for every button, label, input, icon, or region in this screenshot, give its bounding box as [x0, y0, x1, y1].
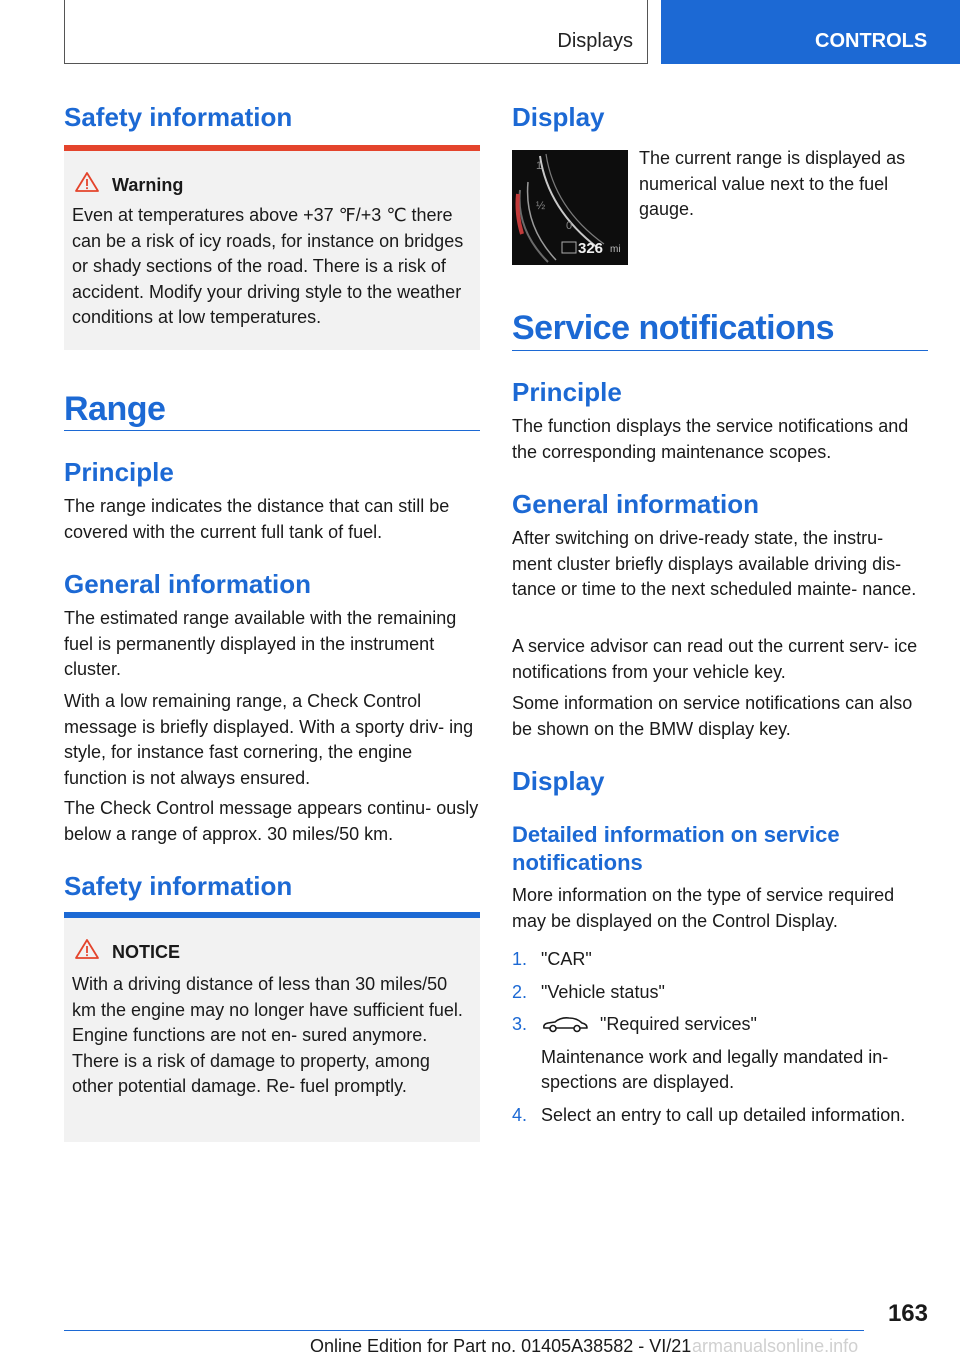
step-item: [512, 980, 928, 1006]
warning-body: Even at temperatures above +37 ℉/+3 ℃ there can be a risk of icy roads, for instance on bridges or shady sections of the road. There is a risk of accident. Modify your driving style to the weather conditions at low temperatures.: [72, 205, 464, 327]
header-section: Displays: [557, 30, 633, 52]
fuel-gauge-image: [512, 150, 628, 265]
service-rule: [512, 350, 928, 351]
gauge-range-unit: mi: [610, 244, 621, 255]
step-text: Select an entry to call up detailed information.: [541, 1104, 906, 1125]
gauge-range-value: 326: [578, 240, 604, 257]
service-general-heading: General information: [512, 489, 760, 519]
notice-title: NOTICE: [112, 942, 181, 962]
range-heading: Range: [64, 390, 166, 428]
step-text: "Vehicle status": [541, 981, 665, 1002]
step-text: "Required services": [600, 1014, 757, 1034]
service-display-heading: Display: [512, 766, 605, 796]
range-principle-heading: Principle: [64, 457, 174, 487]
warning-triangle-icon: [74, 938, 100, 960]
warning-bar: [64, 145, 480, 151]
step-text: "CAR": [541, 949, 592, 969]
footer-edition: Online Edition for Part no. 01405A38582 - VI/21: [310, 1336, 692, 1356]
range-rule: [64, 430, 480, 431]
range-general-p3: The Check Control message appears continu‐ ously below a range of approx. 30 miles/50 km.: [64, 798, 479, 844]
header-box: [64, 0, 648, 64]
gauge-half-label: ½: [536, 200, 546, 212]
step-item: [512, 947, 928, 973]
car-icon: [541, 1015, 589, 1033]
service-principle-heading: Principle: [512, 377, 622, 407]
range-general-p2: With a low remaining range, a Check Control message is briefly displayed. With a sporty driv‐ ing style, for instance fast cornering, the engine function is not always ensured.: [64, 691, 474, 788]
range-principle-text: The range indicates the distance that can still be covered with the current full tank of fuel.: [64, 496, 450, 542]
gauge-empty-label: 0: [566, 220, 573, 232]
safety-heading-1: Safety information: [64, 102, 293, 132]
display-text: The current range is displayed as numerical value next to the fuel gauge.: [639, 148, 906, 219]
display-heading: Display: [512, 102, 605, 132]
service-general-p1: After switching on drive-ready state, the instru‐ ment cluster briefly displays available driving dis‐ tance or time to the next scheduled mainte‐ nance.: [512, 528, 917, 599]
page-number: 163: [887, 1300, 928, 1327]
step-item: [512, 1012, 928, 1096]
range-general-p1: The estimated range available with the remaining fuel is permanently displayed in the instrument cluster.: [64, 608, 457, 679]
safety-heading-2: Safety information: [64, 871, 293, 901]
detail-text: More information on the type of service required may be displayed on the Control Display.: [512, 885, 895, 931]
step-number: 2.: [512, 981, 528, 1002]
step-number: 3.: [512, 1014, 528, 1034]
notice-box: [64, 912, 480, 1142]
header-chapter: CONTROLS: [661, 0, 960, 64]
notice-body: With a driving distance of less than 30 miles/50 km the engine may no longer have sufficient fuel. Engine functions are not en‐ sured anymore. There is a risk of damage to property, among other potential damage. Re‐ fuel promptly.: [72, 974, 463, 1096]
step-number: 4.: [512, 1104, 528, 1125]
warning-triangle-icon: [74, 171, 100, 193]
service-principle-text: The function displays the service notifications and the corresponding maintenance scopes.: [512, 416, 909, 462]
step-number: 1.: [512, 949, 528, 969]
steps-list: [512, 947, 928, 1135]
step-item: [512, 1103, 928, 1129]
warning-box: [64, 145, 480, 350]
warning-title: Warning: [112, 175, 184, 195]
service-general-p2: A service advisor can read out the current serv‐ ice notifications from your vehicle key.: [512, 636, 918, 682]
footer-rule: [64, 1330, 864, 1331]
detail-heading: Detailed information on service notifications: [512, 822, 840, 875]
notice-bar: [64, 912, 480, 918]
service-heading: Service notifications: [512, 309, 835, 347]
watermark-text: armanualsonline.info: [692, 1336, 859, 1356]
step-subtext: Maintenance work and legally mandated in‐ spections are displayed.: [541, 1046, 889, 1092]
service-general-p3: Some information on service notifications can also be shown on the BMW display key.: [512, 693, 913, 739]
gauge-full-label: 1: [536, 160, 543, 172]
range-general-heading: General information: [64, 569, 312, 599]
